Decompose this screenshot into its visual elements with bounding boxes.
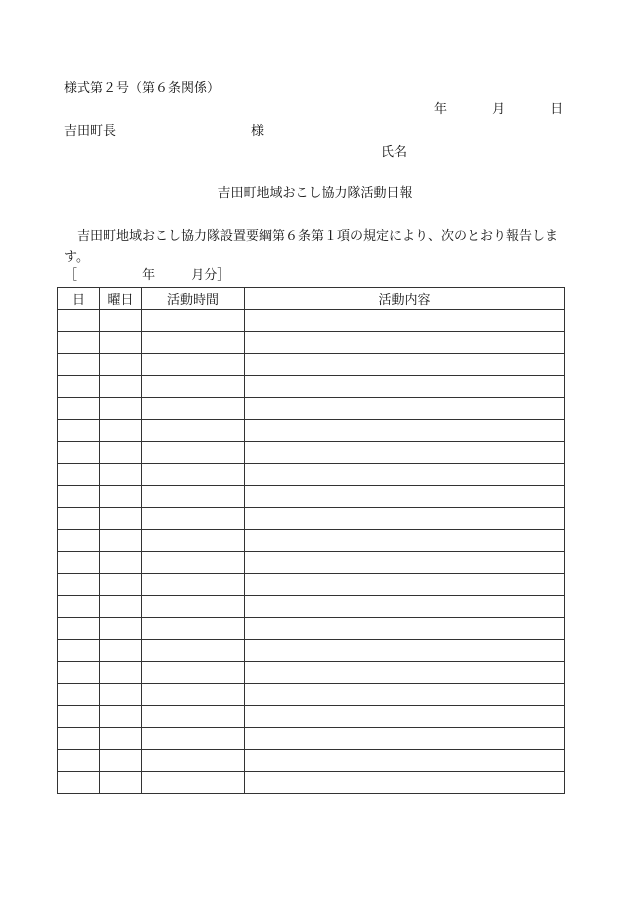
table-row — [58, 310, 565, 332]
activity-time-cell[interactable] — [142, 728, 245, 750]
column-header-weekday: 曜日 — [100, 288, 142, 310]
table-row — [58, 728, 565, 750]
day-cell[interactable] — [58, 310, 100, 332]
table-row — [58, 464, 565, 486]
table-row — [58, 508, 565, 530]
activity-time-cell[interactable] — [142, 442, 245, 464]
activity-content-cell[interactable] — [245, 750, 565, 772]
activity-time-cell[interactable] — [142, 398, 245, 420]
activity-time-cell[interactable] — [142, 552, 245, 574]
activity-time-cell[interactable] — [142, 376, 245, 398]
period-month-label: 月分］ — [191, 268, 231, 283]
table-row — [58, 618, 565, 640]
weekday-cell[interactable] — [100, 574, 142, 596]
table-row — [58, 552, 565, 574]
day-cell[interactable] — [58, 618, 100, 640]
weekday-cell[interactable] — [100, 486, 142, 508]
weekday-cell[interactable] — [100, 640, 142, 662]
weekday-cell[interactable] — [100, 442, 142, 464]
day-cell[interactable] — [58, 354, 100, 376]
date-month-label: 月 — [492, 102, 506, 117]
activity-time-cell[interactable] — [142, 684, 245, 706]
date-line — [434, 102, 563, 118]
day-cell[interactable] — [58, 332, 100, 354]
day-cell[interactable] — [58, 420, 100, 442]
day-cell[interactable] — [58, 574, 100, 596]
weekday-cell[interactable] — [100, 332, 142, 354]
weekday-cell[interactable] — [100, 728, 142, 750]
activity-content-cell[interactable] — [245, 354, 565, 376]
day-cell[interactable] — [58, 442, 100, 464]
activity-content-cell[interactable] — [245, 728, 565, 750]
activity-content-cell[interactable] — [245, 618, 565, 640]
weekday-cell[interactable] — [100, 398, 142, 420]
period-line — [64, 268, 230, 284]
document-title: 吉田町地域おこし協力隊活動日報 — [217, 186, 413, 201]
weekday-cell[interactable] — [100, 530, 142, 552]
activity-content-cell[interactable] — [245, 420, 565, 442]
activity-content-cell[interactable] — [245, 332, 565, 354]
day-cell[interactable] — [58, 662, 100, 684]
day-cell[interactable] — [58, 706, 100, 728]
name-label: 氏名 — [381, 145, 408, 160]
body-text: 吉田町地域おこし協力隊設置要綱第６条第１項の規定により、次のとおり報告します。 — [64, 229, 559, 265]
table-row — [58, 640, 565, 662]
activity-time-cell[interactable] — [142, 332, 245, 354]
activity-table — [57, 287, 565, 794]
activity-content-cell[interactable] — [245, 706, 565, 728]
column-header-day: 日 — [58, 288, 100, 310]
activity-time-cell[interactable] — [142, 618, 245, 640]
date-day-label: 日 — [550, 102, 564, 117]
addressee-suffix: 様 — [251, 124, 265, 139]
weekday-cell[interactable] — [100, 310, 142, 332]
activity-time-cell[interactable] — [142, 706, 245, 728]
weekday-cell[interactable] — [100, 354, 142, 376]
column-header-activity-time: 活動時間 — [142, 288, 245, 310]
weekday-cell[interactable] — [100, 464, 142, 486]
weekday-cell[interactable] — [100, 508, 142, 530]
form-number: 様式第２号（第６条関係） — [64, 81, 221, 96]
activity-time-cell[interactable] — [142, 750, 245, 772]
day-cell[interactable] — [58, 486, 100, 508]
weekday-cell[interactable] — [100, 684, 142, 706]
activity-time-cell[interactable] — [142, 310, 245, 332]
day-cell[interactable] — [58, 552, 100, 574]
activity-time-cell[interactable] — [142, 508, 245, 530]
activity-time-cell[interactable] — [142, 486, 245, 508]
activity-content-cell[interactable] — [245, 684, 565, 706]
activity-content-cell[interactable] — [245, 310, 565, 332]
weekday-cell[interactable] — [100, 618, 142, 640]
activity-content-cell[interactable] — [245, 464, 565, 486]
addressee: 吉田町長 — [64, 124, 117, 139]
weekday-cell[interactable] — [100, 420, 142, 442]
activity-content-cell[interactable] — [245, 398, 565, 420]
activity-content-cell[interactable] — [245, 662, 565, 684]
day-cell[interactable] — [58, 530, 100, 552]
weekday-cell[interactable] — [100, 750, 142, 772]
activity-time-cell[interactable] — [142, 640, 245, 662]
day-cell[interactable] — [58, 376, 100, 398]
table-row — [58, 684, 565, 706]
table-row — [58, 420, 565, 442]
activity-time-cell[interactable] — [142, 772, 245, 794]
table-row — [58, 398, 565, 420]
table-row — [58, 662, 565, 684]
activity-time-cell[interactable] — [142, 574, 245, 596]
table-row — [58, 354, 565, 376]
weekday-cell[interactable] — [100, 706, 142, 728]
activity-content-cell[interactable] — [245, 552, 565, 574]
activity-time-cell[interactable] — [142, 464, 245, 486]
activity-time-cell[interactable] — [142, 420, 245, 442]
weekday-cell[interactable] — [100, 376, 142, 398]
day-cell[interactable] — [58, 398, 100, 420]
table-row — [58, 596, 565, 618]
table-row — [58, 750, 565, 772]
table-row — [58, 530, 565, 552]
table-row — [58, 706, 565, 728]
weekday-cell[interactable] — [100, 772, 142, 794]
day-cell[interactable] — [58, 640, 100, 662]
table-row — [58, 772, 565, 794]
table-body — [58, 310, 565, 794]
activity-content-cell[interactable] — [245, 508, 565, 530]
day-cell[interactable] — [58, 728, 100, 750]
activity-content-cell[interactable] — [245, 640, 565, 662]
column-header-activity-content: 活動内容 — [245, 288, 565, 310]
date-year-label: 年 — [434, 102, 448, 117]
table-row — [58, 574, 565, 596]
table-row — [58, 376, 565, 398]
table-row — [58, 332, 565, 354]
period-open-bracket: ［ — [64, 268, 78, 283]
activity-time-cell[interactable] — [142, 354, 245, 376]
activity-content-cell[interactable] — [245, 442, 565, 464]
day-cell[interactable] — [58, 772, 100, 794]
activity-content-cell[interactable] — [245, 530, 565, 552]
activity-content-cell[interactable] — [245, 574, 565, 596]
activity-time-cell[interactable] — [142, 596, 245, 618]
activity-time-cell[interactable] — [142, 530, 245, 552]
day-cell[interactable] — [58, 684, 100, 706]
weekday-cell[interactable] — [100, 662, 142, 684]
day-cell[interactable] — [58, 750, 100, 772]
activity-content-cell[interactable] — [245, 376, 565, 398]
weekday-cell[interactable] — [100, 596, 142, 618]
table-row — [58, 486, 565, 508]
table-row — [58, 442, 565, 464]
day-cell[interactable] — [58, 508, 100, 530]
day-cell[interactable] — [58, 464, 100, 486]
table-header-row — [58, 288, 565, 310]
period-year-label: 年 — [142, 268, 156, 283]
activity-content-cell[interactable] — [245, 596, 565, 618]
activity-content-cell[interactable] — [245, 486, 565, 508]
weekday-cell[interactable] — [100, 552, 142, 574]
day-cell[interactable] — [58, 596, 100, 618]
activity-content-cell[interactable] — [245, 772, 565, 794]
activity-time-cell[interactable] — [142, 662, 245, 684]
